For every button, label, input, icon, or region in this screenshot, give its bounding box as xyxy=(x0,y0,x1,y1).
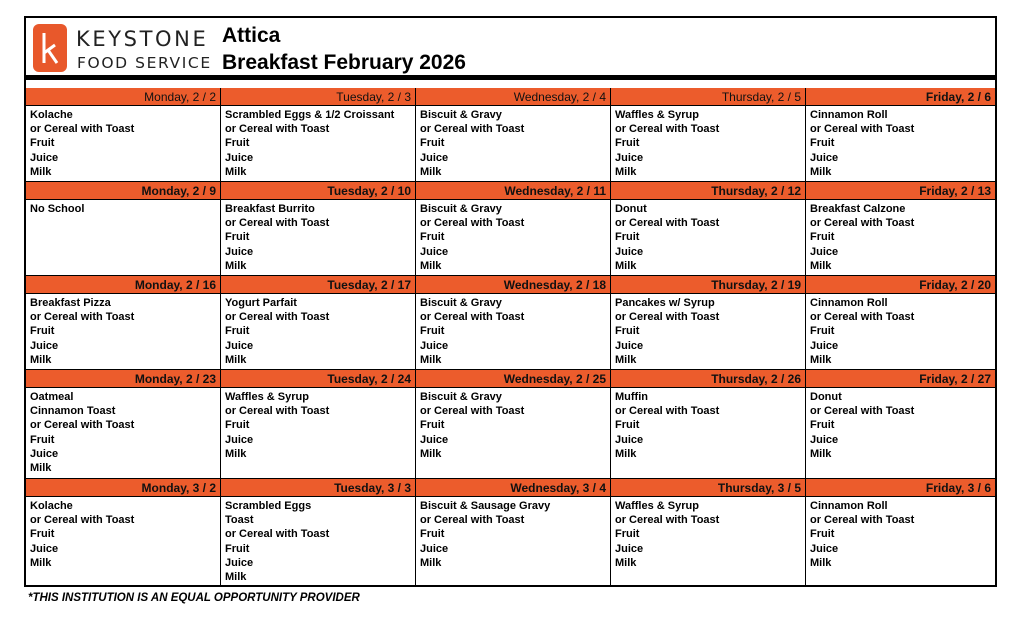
menu-item: or Cereal with Toast xyxy=(615,217,720,230)
day-cell xyxy=(26,88,221,182)
menu-item: Milk xyxy=(225,165,247,178)
menu-item: or Cereal with Toast xyxy=(30,311,135,324)
brand-subtitle: FOOD SERVICE xyxy=(77,54,212,72)
day-cell xyxy=(416,182,611,276)
day-cell xyxy=(611,479,806,586)
day-cell xyxy=(611,182,806,276)
day-header: Friday, 2 / 27 xyxy=(806,370,995,388)
keystone-k-logo-icon xyxy=(33,24,67,72)
menu-item: or Cereal with Toast xyxy=(30,514,135,527)
menu-item: Toast xyxy=(225,514,254,527)
menu-item: Breakfast Calzone xyxy=(810,203,906,215)
menu-item: Fruit xyxy=(810,528,835,541)
menu-item: Biscuit & Gravy xyxy=(420,391,502,403)
brand-name: KEYSTONE xyxy=(76,27,209,51)
menu-items xyxy=(416,388,610,461)
menu-item: or Cereal with Toast xyxy=(225,528,330,541)
menu-item: Juice xyxy=(810,542,839,555)
menu-item: Waffles & Syrup xyxy=(615,500,699,512)
day-cell xyxy=(611,370,806,479)
menu-item: Fruit xyxy=(810,137,835,150)
menu-item: or Cereal with Toast xyxy=(420,217,525,230)
day-cell xyxy=(806,370,995,479)
menu-item: or Cereal with Toast xyxy=(30,123,135,136)
menu-items xyxy=(806,497,995,570)
menu-item: Juice xyxy=(615,245,644,258)
menu-item: Juice xyxy=(615,542,644,555)
menu-item: Juice xyxy=(30,542,59,555)
menu-item: or Cereal with Toast xyxy=(225,123,330,136)
equal-opportunity-notice: *THIS INSTITUTION IS AN EQUAL OPPORTUNITY PROVIDER xyxy=(28,592,360,604)
menu-items xyxy=(221,497,415,584)
day-header: Monday, 2 / 2 xyxy=(26,88,220,106)
menu-item: Milk xyxy=(420,556,442,569)
menu-item: Fruit xyxy=(30,528,55,541)
menu-item: Juice xyxy=(615,151,644,164)
menu-item: Milk xyxy=(615,447,637,460)
menu-item: Biscuit & Sausage Gravy xyxy=(420,500,551,512)
menu-item: Milk xyxy=(420,447,442,460)
menu-calendar-grid xyxy=(26,88,995,586)
menu-item: Milk xyxy=(420,165,442,178)
menu-item: or Cereal with Toast xyxy=(810,311,915,324)
menu-item: Juice xyxy=(30,447,59,460)
menu-item: Milk xyxy=(615,556,637,569)
menu-item: Juice xyxy=(30,151,59,164)
menu-item: Fruit xyxy=(810,419,835,432)
day-cell xyxy=(806,88,995,182)
menu-item: or Cereal with Toast xyxy=(420,311,525,324)
menu-item: Juice xyxy=(420,151,449,164)
menu-item: or Cereal with Toast xyxy=(810,123,915,136)
menu-items xyxy=(416,106,610,179)
menu-item: Milk xyxy=(420,353,442,366)
menu-item: Milk xyxy=(810,556,832,569)
day-header: Wednesday, 2 / 11 xyxy=(416,182,610,200)
menu-item: Cinnamon Roll xyxy=(810,109,888,121)
menu-item: Fruit xyxy=(810,325,835,338)
menu-item: Milk xyxy=(810,447,832,460)
menu-item: Milk xyxy=(30,556,52,569)
menu-item: Fruit xyxy=(810,231,835,244)
menu-item: Breakfast Pizza xyxy=(30,297,111,309)
menu-item: Juice xyxy=(810,245,839,258)
menu-item: Muffin xyxy=(615,391,648,403)
menu-sheet xyxy=(24,16,997,587)
day-cell xyxy=(26,182,221,276)
menu-item: Milk xyxy=(30,165,52,178)
menu-item: or Cereal with Toast xyxy=(615,311,720,324)
menu-item: Juice xyxy=(420,433,449,446)
menu-item: Fruit xyxy=(30,433,55,446)
menu-items xyxy=(26,497,220,570)
menu-item: Cinnamon Roll xyxy=(810,500,888,512)
menu-title: Breakfast February 2026 xyxy=(222,51,466,74)
menu-items xyxy=(611,200,805,273)
menu-item: Fruit xyxy=(615,528,640,541)
menu-item: Milk xyxy=(810,353,832,366)
menu-item: Fruit xyxy=(225,137,250,150)
day-header: Wednesday, 2 / 18 xyxy=(416,276,610,294)
menu-item: Juice xyxy=(615,339,644,352)
menu-item: or Cereal with Toast xyxy=(810,405,915,418)
menu-item: Juice xyxy=(225,151,254,164)
menu-item: or Cereal with Toast xyxy=(225,405,330,418)
day-cell xyxy=(611,276,806,370)
menu-item: Milk xyxy=(225,571,247,584)
menu-item: Milk xyxy=(30,462,52,475)
menu-item: or Cereal with Toast xyxy=(420,514,525,527)
day-header: Thursday, 2 / 26 xyxy=(611,370,805,388)
day-header: Friday, 2 / 20 xyxy=(806,276,995,294)
day-header: Tuesday, 2 / 10 xyxy=(221,182,415,200)
menu-item: Juice xyxy=(225,433,254,446)
day-header: Friday, 2 / 13 xyxy=(806,182,995,200)
menu-item: Cinnamon Roll xyxy=(810,297,888,309)
day-cell xyxy=(416,88,611,182)
menu-items xyxy=(221,388,415,461)
day-header: Tuesday, 2 / 24 xyxy=(221,370,415,388)
menu-item: No School xyxy=(30,203,85,215)
menu-item: Fruit xyxy=(30,325,55,338)
menu-item: Fruit xyxy=(420,231,445,244)
day-header: Monday, 2 / 16 xyxy=(26,276,220,294)
day-header: Thursday, 2 / 12 xyxy=(611,182,805,200)
day-header: Wednesday, 2 / 4 xyxy=(416,88,610,106)
menu-item: Juice xyxy=(30,339,59,352)
menu-item: Waffles & Syrup xyxy=(615,109,699,121)
menu-item: Scrambled Eggs & 1/2 Croissant xyxy=(225,109,395,121)
menu-item: Kolache xyxy=(30,500,73,512)
day-cell xyxy=(26,276,221,370)
menu-item: Juice xyxy=(225,339,254,352)
menu-item: Fruit xyxy=(225,325,250,338)
day-cell xyxy=(221,182,416,276)
menu-items xyxy=(806,294,995,367)
menu-item: or Cereal with Toast xyxy=(615,123,720,136)
day-cell xyxy=(416,276,611,370)
day-cell xyxy=(806,276,995,370)
menu-item: Milk xyxy=(225,447,247,460)
menu-items xyxy=(26,106,220,179)
menu-items xyxy=(26,294,220,367)
menu-item: Milk xyxy=(810,259,832,272)
menu-item: Oatmeal xyxy=(30,391,74,403)
menu-items xyxy=(611,106,805,179)
day-header: Thursday, 2 / 19 xyxy=(611,276,805,294)
menu-item: Fruit xyxy=(615,325,640,338)
day-header: Monday, 2 / 9 xyxy=(26,182,220,200)
day-cell xyxy=(221,479,416,586)
menu-items xyxy=(416,294,610,367)
menu-items xyxy=(221,294,415,367)
menu-item: Juice xyxy=(420,542,449,555)
menu-item: or Cereal with Toast xyxy=(615,514,720,527)
menu-item: Biscuit & Gravy xyxy=(420,203,502,215)
menu-item: Juice xyxy=(810,151,839,164)
menu-item: Milk xyxy=(810,165,832,178)
menu-item: Fruit xyxy=(420,528,445,541)
menu-item: Milk xyxy=(30,353,52,366)
menu-item: Juice xyxy=(225,245,254,258)
menu-item: Juice xyxy=(810,433,839,446)
menu-item: Fruit xyxy=(225,419,250,432)
menu-item: Breakfast Burrito xyxy=(225,203,315,215)
day-cell xyxy=(26,370,221,479)
day-cell xyxy=(806,182,995,276)
menu-item: Cinnamon Toast xyxy=(30,405,116,418)
menu-item: Milk xyxy=(615,353,637,366)
day-header: Monday, 2 / 23 xyxy=(26,370,220,388)
menu-item: or Cereal with Toast xyxy=(225,217,330,230)
menu-item: Fruit xyxy=(225,542,250,555)
menu-item: or Cereal with Toast xyxy=(420,123,525,136)
menu-items xyxy=(806,106,995,179)
menu-item: Fruit xyxy=(225,231,250,244)
day-header: Tuesday, 3 / 3 xyxy=(221,479,415,497)
menu-item: Milk xyxy=(615,259,637,272)
menu-item: Fruit xyxy=(615,231,640,244)
menu-items xyxy=(26,388,220,475)
day-header: Friday, 3 / 6 xyxy=(806,479,995,497)
day-header: Thursday, 3 / 5 xyxy=(611,479,805,497)
day-header: Tuesday, 2 / 17 xyxy=(221,276,415,294)
day-cell xyxy=(416,479,611,586)
day-cell xyxy=(221,88,416,182)
menu-item: Scrambled Eggs xyxy=(225,500,312,512)
menu-item: Milk xyxy=(420,259,442,272)
menu-item: or Cereal with Toast xyxy=(810,217,915,230)
menu-item: or Cereal with Toast xyxy=(810,514,915,527)
menu-item: Yogurt Parfait xyxy=(225,297,297,309)
menu-item: or Cereal with Toast xyxy=(420,405,525,418)
day-header: Friday, 2 / 6 xyxy=(806,88,995,106)
menu-item: Pancakes w/ Syrup xyxy=(615,297,715,309)
menu-items xyxy=(806,200,995,273)
menu-items xyxy=(416,200,610,273)
menu-item: Milk xyxy=(225,259,247,272)
menu-item: Juice xyxy=(810,339,839,352)
menu-items xyxy=(26,200,220,216)
day-header: Wednesday, 3 / 4 xyxy=(416,479,610,497)
school-name: Attica xyxy=(222,24,281,47)
menu-item: Biscuit & Gravy xyxy=(420,109,502,121)
menu-item: Milk xyxy=(225,353,247,366)
menu-item: Biscuit & Gravy xyxy=(420,297,502,309)
day-cell xyxy=(806,479,995,586)
menu-item: Donut xyxy=(615,203,647,215)
menu-item: Fruit xyxy=(420,325,445,338)
menu-item: Donut xyxy=(810,391,842,403)
day-cell xyxy=(221,370,416,479)
menu-item: Juice xyxy=(615,433,644,446)
menu-items xyxy=(611,388,805,461)
menu-items xyxy=(611,294,805,367)
menu-item: Juice xyxy=(225,556,254,569)
menu-item: Juice xyxy=(420,245,449,258)
menu-items xyxy=(806,388,995,461)
menu-items xyxy=(221,200,415,273)
menu-items xyxy=(416,497,610,570)
menu-item: Fruit xyxy=(615,419,640,432)
menu-item: Kolache xyxy=(30,109,73,121)
menu-item: or Cereal with Toast xyxy=(615,405,720,418)
menu-item: or Cereal with Toast xyxy=(30,419,135,432)
menu-item: Fruit xyxy=(420,419,445,432)
menu-item: Fruit xyxy=(30,137,55,150)
menu-header xyxy=(26,18,995,80)
day-header: Thursday, 2 / 5 xyxy=(611,88,805,106)
menu-item: Fruit xyxy=(420,137,445,150)
day-header: Wednesday, 2 / 25 xyxy=(416,370,610,388)
day-header: Tuesday, 2 / 3 xyxy=(221,88,415,106)
menu-item: or Cereal with Toast xyxy=(225,311,330,324)
day-cell xyxy=(611,88,806,182)
menu-item: Fruit xyxy=(615,137,640,150)
menu-item: Waffles & Syrup xyxy=(225,391,309,403)
day-cell xyxy=(26,479,221,586)
day-header: Monday, 3 / 2 xyxy=(26,479,220,497)
menu-items xyxy=(611,497,805,570)
day-cell xyxy=(416,370,611,479)
menu-items xyxy=(221,106,415,179)
day-cell xyxy=(221,276,416,370)
menu-item: Milk xyxy=(615,165,637,178)
menu-item: Juice xyxy=(420,339,449,352)
